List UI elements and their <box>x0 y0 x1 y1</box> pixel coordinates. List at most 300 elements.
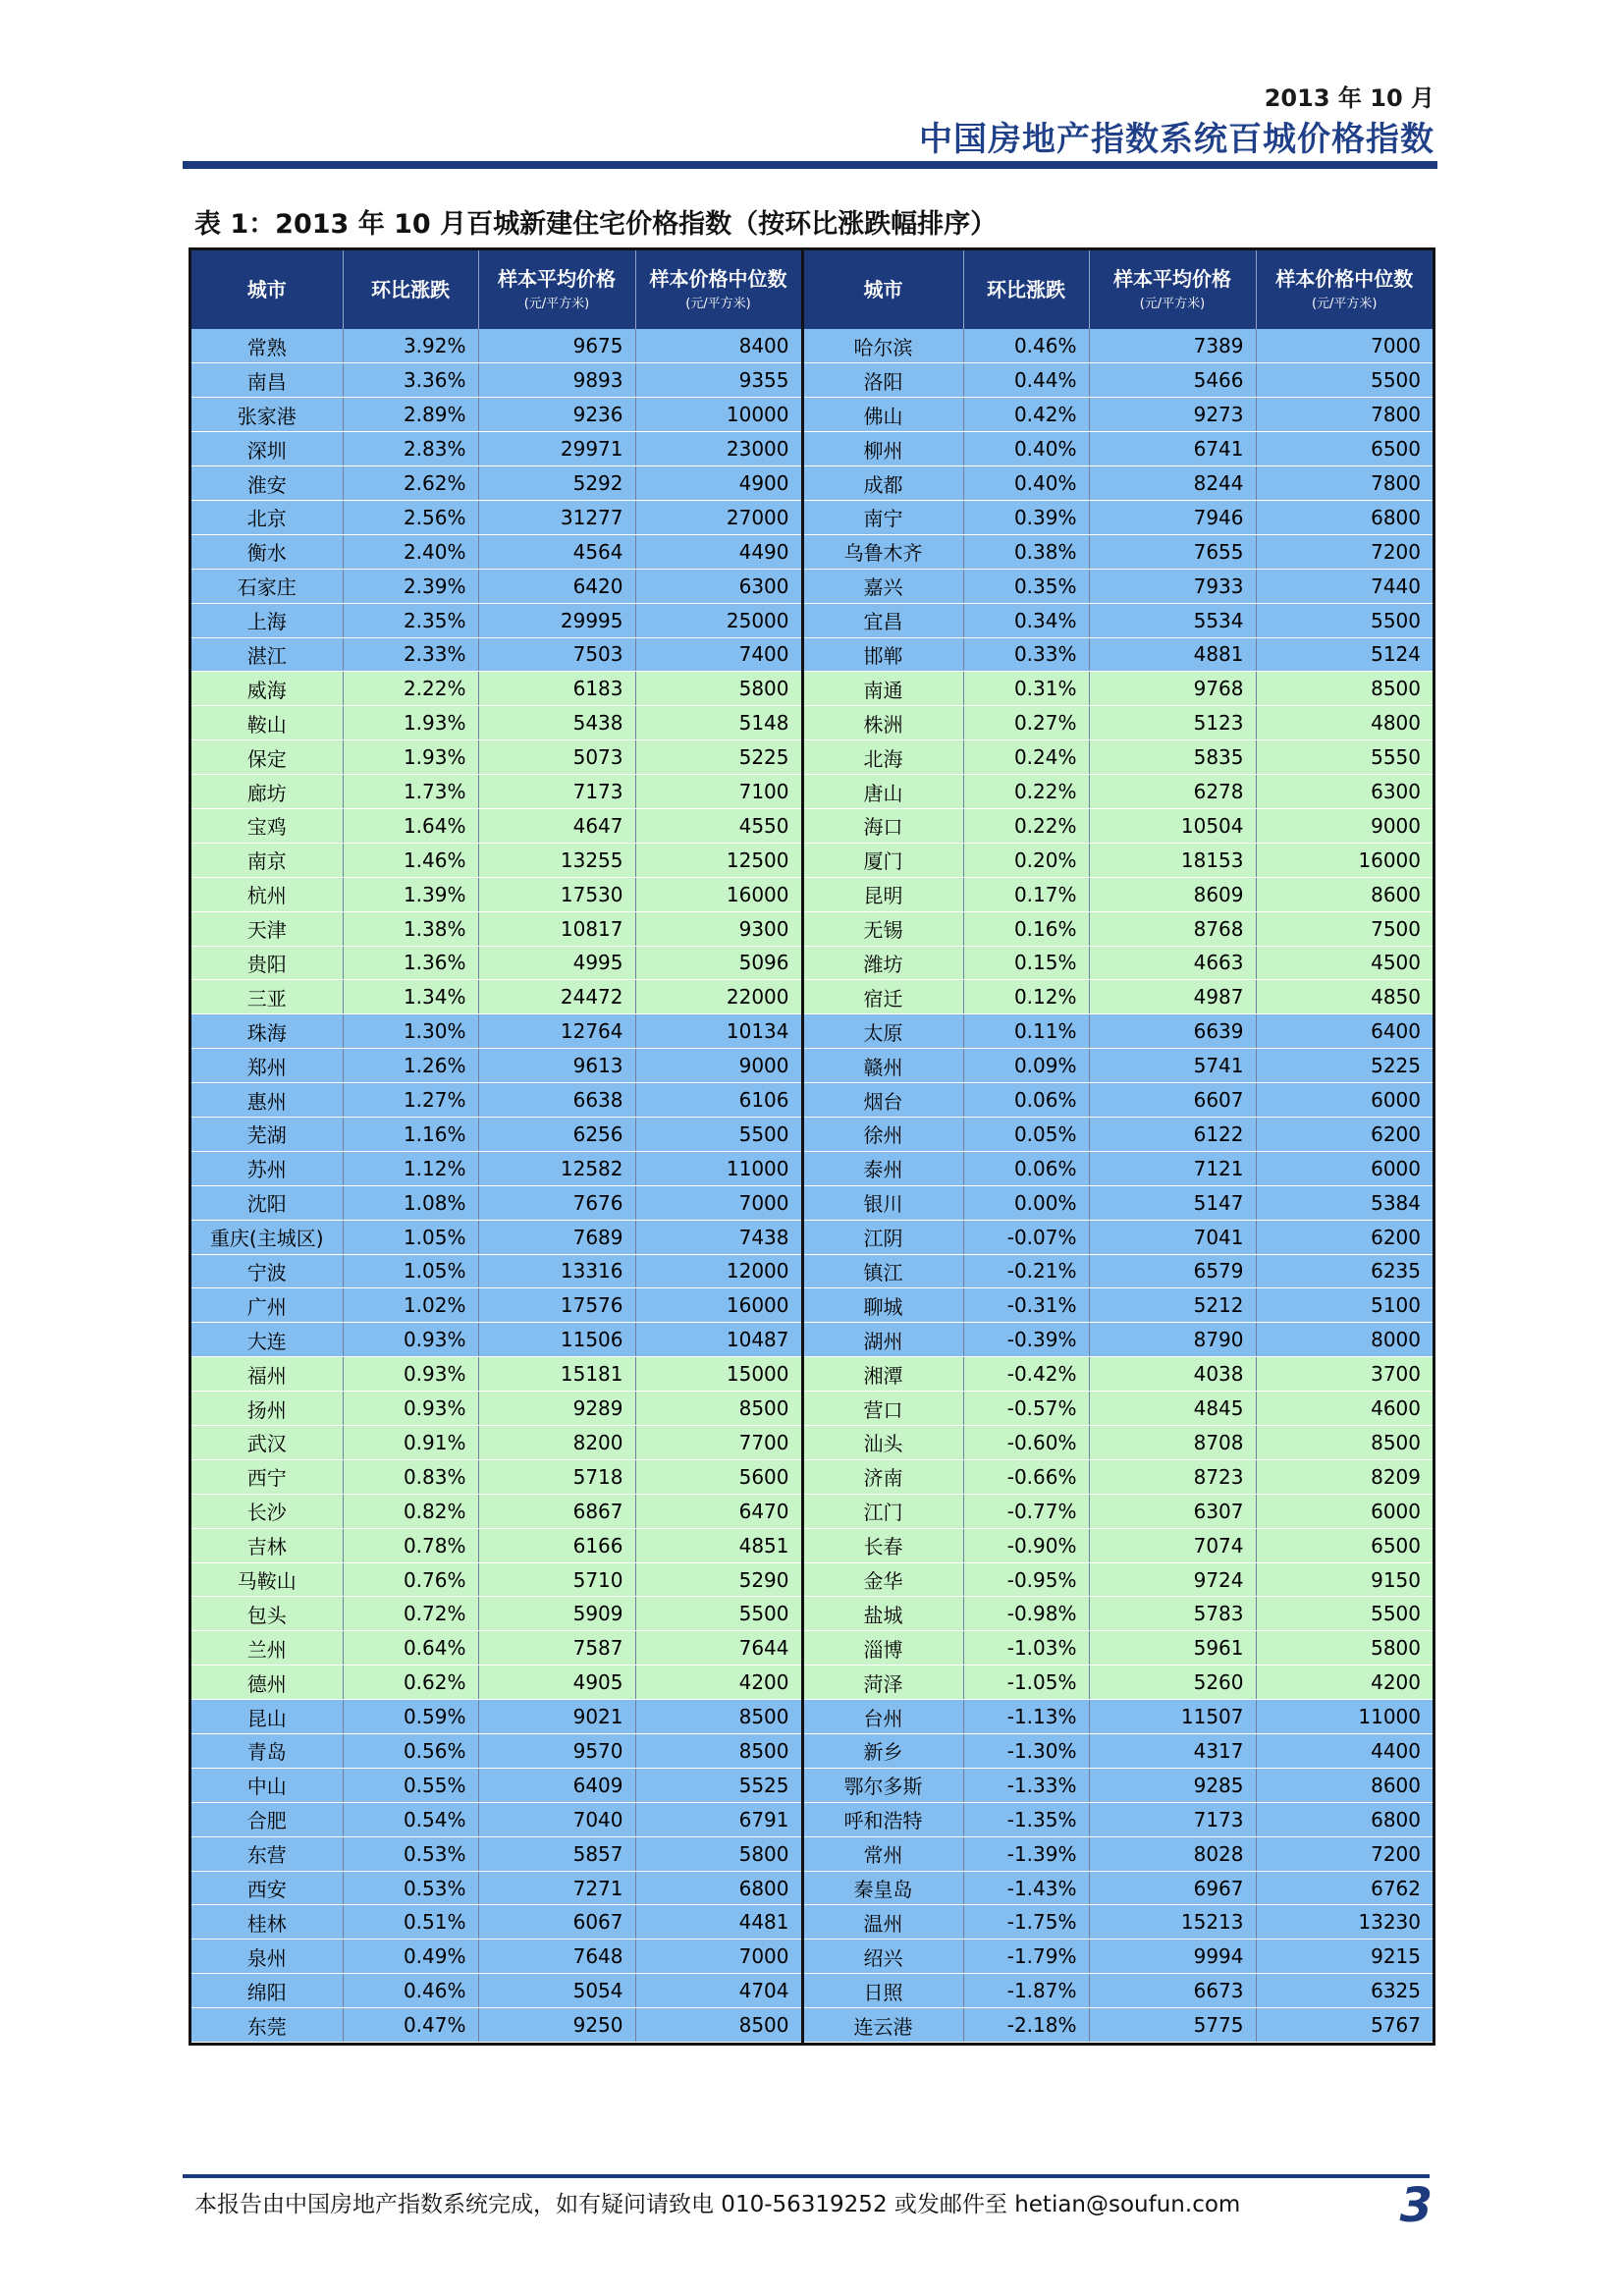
cell-change: -0.90% <box>963 1528 1089 1562</box>
cell-city: 泉州 <box>191 1940 343 1974</box>
cell-city: 赣州 <box>802 1049 963 1083</box>
cell-change: 0.47% <box>343 2008 478 2043</box>
cell-avg-price: 7933 <box>1089 569 1256 603</box>
table-row <box>191 500 1433 534</box>
cell-city: 营口 <box>802 1392 963 1426</box>
cell-median-price: 5767 <box>1256 2008 1433 2043</box>
cell-median-price: 6300 <box>635 569 802 603</box>
cell-median-price: 6235 <box>1256 1254 1433 1288</box>
cell-median-price: 4850 <box>1256 980 1433 1014</box>
cell-avg-price: 9273 <box>1089 398 1256 432</box>
cell-change: 1.05% <box>343 1254 478 1288</box>
cell-median-price: 6470 <box>635 1494 802 1528</box>
cell-median-price: 7440 <box>1256 569 1433 603</box>
cell-change: 0.93% <box>343 1323 478 1357</box>
table-row <box>191 1734 1433 1769</box>
table-row <box>191 1871 1433 1905</box>
cell-change: 0.46% <box>963 329 1089 363</box>
cell-change: 0.76% <box>343 1562 478 1597</box>
table-row <box>191 1836 1433 1871</box>
cell-city: 武汉 <box>191 1426 343 1460</box>
cell-avg-price: 6122 <box>1089 1117 1256 1151</box>
cell-median-price: 16000 <box>635 877 802 911</box>
cell-change: 0.31% <box>963 672 1089 706</box>
cell-avg-price: 5718 <box>478 1459 635 1494</box>
cell-city: 济南 <box>802 1459 963 1494</box>
cell-change: 2.56% <box>343 500 478 534</box>
cell-avg-price: 5073 <box>478 740 635 775</box>
cell-change: 1.93% <box>343 740 478 775</box>
cell-change: -0.77% <box>963 1494 1089 1528</box>
cell-change: -1.05% <box>963 1666 1089 1700</box>
cell-avg-price: 4663 <box>1089 946 1256 980</box>
cell-avg-price: 5212 <box>1089 1288 1256 1323</box>
table-row <box>191 1459 1433 1494</box>
table-row <box>191 706 1433 740</box>
cell-change: 0.22% <box>963 775 1089 809</box>
cell-city: 乌鲁木齐 <box>802 534 963 569</box>
cell-avg-price: 7689 <box>478 1220 635 1254</box>
cell-avg-price: 9021 <box>478 1700 635 1734</box>
table-row <box>191 569 1433 603</box>
cell-change: 1.12% <box>343 1151 478 1185</box>
cell-change: 3.36% <box>343 363 478 398</box>
cell-avg-price: 15181 <box>478 1357 635 1392</box>
cell-avg-price: 5710 <box>478 1562 635 1597</box>
cell-avg-price: 5775 <box>1089 2008 1256 2043</box>
cell-median-price: 16000 <box>1256 843 1433 877</box>
cell-avg-price: 5741 <box>1089 1049 1256 1083</box>
cell-city: 南通 <box>802 672 963 706</box>
cell-city: 潍坊 <box>802 946 963 980</box>
cell-avg-price: 7389 <box>1089 329 1256 363</box>
cell-median-price: 7800 <box>1256 398 1433 432</box>
cell-avg-price: 6409 <box>478 1768 635 1802</box>
cell-city: 连云港 <box>802 2008 963 2043</box>
cell-city: 太原 <box>802 1014 963 1049</box>
cell-median-price: 4800 <box>1256 706 1433 740</box>
cell-city: 扬州 <box>191 1392 343 1426</box>
cell-avg-price: 8028 <box>1089 1836 1256 1871</box>
cell-avg-price: 6278 <box>1089 775 1256 809</box>
table-row <box>191 1117 1433 1151</box>
cell-city: 温州 <box>802 1905 963 1940</box>
cell-median-price: 8500 <box>1256 1426 1433 1460</box>
cell-avg-price: 13316 <box>478 1254 635 1288</box>
col-avg-price: 样本平均价格 (元/平方米) <box>478 250 635 329</box>
cell-city: 鞍山 <box>191 706 343 740</box>
cell-change: -1.43% <box>963 1871 1089 1905</box>
cell-change: 0.49% <box>343 1940 478 1974</box>
cell-avg-price: 6867 <box>478 1494 635 1528</box>
cell-avg-price: 9236 <box>478 398 635 432</box>
cell-city: 湖州 <box>802 1323 963 1357</box>
cell-change: 0.40% <box>963 432 1089 466</box>
table-row <box>191 740 1433 775</box>
cell-city: 昆山 <box>191 1700 343 1734</box>
table-row <box>191 808 1433 843</box>
cell-city: 台州 <box>802 1700 963 1734</box>
cell-median-price: 7500 <box>1256 911 1433 946</box>
cell-avg-price: 7173 <box>478 775 635 809</box>
cell-median-price: 4600 <box>1256 1392 1433 1426</box>
table-row <box>191 1494 1433 1528</box>
table-row <box>191 637 1433 672</box>
cell-median-price: 9000 <box>1256 808 1433 843</box>
cell-avg-price: 6673 <box>1089 1974 1256 2008</box>
cell-avg-price: 6967 <box>1089 1871 1256 1905</box>
cell-change: -0.07% <box>963 1220 1089 1254</box>
cell-city: 淮安 <box>191 466 343 501</box>
cell-median-price: 7644 <box>635 1631 802 1666</box>
cell-change: 1.26% <box>343 1049 478 1083</box>
cell-city: 廊坊 <box>191 775 343 809</box>
table-row <box>191 1802 1433 1836</box>
table-row <box>191 1288 1433 1323</box>
cell-city: 厦门 <box>802 843 963 877</box>
cell-avg-price: 6639 <box>1089 1014 1256 1049</box>
cell-change: -0.39% <box>963 1323 1089 1357</box>
cell-avg-price: 4317 <box>1089 1734 1256 1769</box>
cell-city: 天津 <box>191 911 343 946</box>
cell-change: 0.42% <box>963 398 1089 432</box>
cell-change: -1.03% <box>963 1631 1089 1666</box>
cell-change: 1.30% <box>343 1014 478 1049</box>
cell-median-price: 5124 <box>1256 637 1433 672</box>
cell-median-price: 4550 <box>635 808 802 843</box>
cell-change: -0.57% <box>963 1392 1089 1426</box>
cell-avg-price: 7655 <box>1089 534 1256 569</box>
cell-median-price: 6000 <box>1256 1151 1433 1185</box>
cell-city: 日照 <box>802 1974 963 2008</box>
col-change: 环比涨跌 <box>343 250 478 329</box>
report-title: 中国房地产指数系统百城价格指数 <box>919 120 1434 159</box>
cell-city: 银川 <box>802 1185 963 1220</box>
cell-city: 烟台 <box>802 1083 963 1118</box>
cell-avg-price: 9570 <box>478 1734 635 1769</box>
cell-median-price: 8209 <box>1256 1459 1433 1494</box>
table-row <box>191 946 1433 980</box>
cell-median-price: 9150 <box>1256 1562 1433 1597</box>
cell-city: 聊城 <box>802 1288 963 1323</box>
cell-change: -1.13% <box>963 1700 1089 1734</box>
cell-city: 株洲 <box>802 706 963 740</box>
table-row <box>191 1220 1433 1254</box>
cell-change: 0.11% <box>963 1014 1089 1049</box>
cell-city: 宁波 <box>191 1254 343 1288</box>
cell-median-price: 7438 <box>635 1220 802 1254</box>
cell-median-price: 5100 <box>1256 1288 1433 1323</box>
cell-median-price: 12000 <box>635 1254 802 1288</box>
cell-median-price: 7000 <box>635 1940 802 1974</box>
cell-avg-price: 5835 <box>1089 740 1256 775</box>
cell-city: 菏泽 <box>802 1666 963 1700</box>
cell-change: 0.62% <box>343 1666 478 1700</box>
cell-median-price: 5525 <box>635 1768 802 1802</box>
cell-change: -0.21% <box>963 1254 1089 1288</box>
cell-city: 绍兴 <box>802 1940 963 1974</box>
cell-median-price: 9215 <box>1256 1940 1433 1974</box>
cell-change: 2.33% <box>343 637 478 672</box>
cell-city: 中山 <box>191 1768 343 1802</box>
cell-avg-price: 6256 <box>478 1117 635 1151</box>
report-date: 2013 年 10 月 <box>1264 84 1434 112</box>
cell-city: 哈尔滨 <box>802 329 963 363</box>
cell-avg-price: 29995 <box>478 603 635 637</box>
cell-change: 1.64% <box>343 808 478 843</box>
cell-change: 0.05% <box>963 1117 1089 1151</box>
cell-change: 2.39% <box>343 569 478 603</box>
cell-median-price: 7400 <box>635 637 802 672</box>
table-row <box>191 877 1433 911</box>
cell-change: 3.92% <box>343 329 478 363</box>
cell-median-price: 5225 <box>1256 1049 1433 1083</box>
cell-median-price: 9300 <box>635 911 802 946</box>
cell-change: 0.15% <box>963 946 1089 980</box>
cell-median-price: 5500 <box>1256 603 1433 637</box>
cell-change: -2.18% <box>963 2008 1089 2043</box>
cell-city: 鄂尔多斯 <box>802 1768 963 1802</box>
cell-median-price: 10487 <box>635 1323 802 1357</box>
cell-median-price: 16000 <box>635 1288 802 1323</box>
cell-change: -1.75% <box>963 1905 1089 1940</box>
cell-city: 珠海 <box>191 1014 343 1049</box>
table-row <box>191 1562 1433 1597</box>
cell-avg-price: 7676 <box>478 1185 635 1220</box>
cell-city: 深圳 <box>191 432 343 466</box>
cell-city: 泰州 <box>802 1151 963 1185</box>
cell-city: 西安 <box>191 1871 343 1905</box>
cell-city: 上海 <box>191 603 343 637</box>
footer-contact: 本报告由中国房地产指数系统完成，如有疑问请致电 010-56319252 或发邮件至 hetian@soufun.com <box>194 2192 1241 2217</box>
cell-city: 唐山 <box>802 775 963 809</box>
cell-city: 三亚 <box>191 980 343 1014</box>
cell-change: 0.06% <box>963 1151 1089 1185</box>
cell-city: 南宁 <box>802 500 963 534</box>
cell-change: 0.64% <box>343 1631 478 1666</box>
price-index-table <box>189 247 1435 2046</box>
col-change-right: 环比涨跌 <box>963 250 1089 329</box>
cell-median-price: 8500 <box>635 2008 802 2043</box>
cell-avg-price: 8708 <box>1089 1426 1256 1460</box>
cell-avg-price: 5147 <box>1089 1185 1256 1220</box>
cell-city: 新乡 <box>802 1734 963 1769</box>
col-city-right: 城市 <box>802 250 963 329</box>
cell-city: 东营 <box>191 1836 343 1871</box>
cell-median-price: 4851 <box>635 1528 802 1562</box>
cell-city: 洛阳 <box>802 363 963 398</box>
cell-change: -0.42% <box>963 1357 1089 1392</box>
cell-avg-price: 9675 <box>478 329 635 363</box>
cell-median-price: 6200 <box>1256 1117 1433 1151</box>
table-row <box>191 363 1433 398</box>
cell-city: 合肥 <box>191 1802 343 1836</box>
cell-city: 贵阳 <box>191 946 343 980</box>
cell-city: 呼和浩特 <box>802 1802 963 1836</box>
cell-median-price: 11000 <box>635 1151 802 1185</box>
cell-avg-price: 5438 <box>478 706 635 740</box>
cell-avg-price: 12764 <box>478 1014 635 1049</box>
cell-median-price: 13230 <box>1256 1905 1433 1940</box>
cell-change: -1.79% <box>963 1940 1089 1974</box>
cell-median-price: 6000 <box>1256 1494 1433 1528</box>
cell-city: 江阴 <box>802 1220 963 1254</box>
cell-median-price: 11000 <box>1256 1700 1433 1734</box>
cell-avg-price: 6638 <box>478 1083 635 1118</box>
table-row <box>191 1254 1433 1288</box>
cell-change: 0.00% <box>963 1185 1089 1220</box>
cell-avg-price: 5466 <box>1089 363 1256 398</box>
cell-median-price: 4500 <box>1256 946 1433 980</box>
cell-avg-price: 24472 <box>478 980 635 1014</box>
cell-median-price: 6325 <box>1256 1974 1433 2008</box>
cell-city: 常州 <box>802 1836 963 1871</box>
cell-median-price: 6106 <box>635 1083 802 1118</box>
cell-city: 广州 <box>191 1288 343 1323</box>
cell-change: -0.31% <box>963 1288 1089 1323</box>
table-row <box>191 1357 1433 1392</box>
cell-median-price: 5800 <box>635 1836 802 1871</box>
cell-median-price: 5500 <box>1256 1597 1433 1631</box>
cell-median-price: 4481 <box>635 1905 802 1940</box>
cell-change: 0.72% <box>343 1597 478 1631</box>
cell-city: 宝鸡 <box>191 808 343 843</box>
cell-change: 1.38% <box>343 911 478 946</box>
cell-city: 南昌 <box>191 363 343 398</box>
cell-median-price: 7200 <box>1256 1836 1433 1871</box>
cell-median-price: 8500 <box>635 1700 802 1734</box>
cell-change: -0.60% <box>963 1426 1089 1460</box>
cell-median-price: 6791 <box>635 1802 802 1836</box>
cell-change: 0.27% <box>963 706 1089 740</box>
cell-change: 0.82% <box>343 1494 478 1528</box>
cell-change: 0.38% <box>963 534 1089 569</box>
cell-change: -1.30% <box>963 1734 1089 1769</box>
cell-avg-price: 4881 <box>1089 637 1256 672</box>
cell-avg-price: 6067 <box>478 1905 635 1940</box>
cell-median-price: 6500 <box>1256 432 1433 466</box>
cell-avg-price: 7503 <box>478 637 635 672</box>
cell-city: 金华 <box>802 1562 963 1597</box>
cell-median-price: 7700 <box>635 1426 802 1460</box>
cell-avg-price: 12582 <box>478 1151 635 1185</box>
table-row <box>191 911 1433 946</box>
cell-change: 2.35% <box>343 603 478 637</box>
cell-change: 1.93% <box>343 706 478 740</box>
cell-median-price: 5550 <box>1256 740 1433 775</box>
cell-median-price: 6800 <box>1256 500 1433 534</box>
cell-change: 0.16% <box>963 911 1089 946</box>
cell-median-price: 3700 <box>1256 1357 1433 1392</box>
cell-city: 张家港 <box>191 398 343 432</box>
cell-median-price: 8500 <box>635 1734 802 1769</box>
cell-city: 杭州 <box>191 877 343 911</box>
cell-median-price: 5500 <box>635 1597 802 1631</box>
cell-avg-price: 9285 <box>1089 1768 1256 1802</box>
cell-avg-price: 8244 <box>1089 466 1256 501</box>
cell-change: 0.51% <box>343 1905 478 1940</box>
cell-median-price: 8500 <box>635 1392 802 1426</box>
cell-city: 苏州 <box>191 1151 343 1185</box>
cell-median-price: 12500 <box>635 843 802 877</box>
cell-median-price: 5800 <box>1256 1631 1433 1666</box>
table-row <box>191 1426 1433 1460</box>
cell-change: 2.62% <box>343 466 478 501</box>
cell-city: 海口 <box>802 808 963 843</box>
cell-avg-price: 6166 <box>478 1528 635 1562</box>
cell-city: 长春 <box>802 1528 963 1562</box>
cell-avg-price: 6183 <box>478 672 635 706</box>
cell-city: 包头 <box>191 1597 343 1631</box>
cell-avg-price: 9724 <box>1089 1562 1256 1597</box>
cell-avg-price: 29971 <box>478 432 635 466</box>
cell-city: 秦皇岛 <box>802 1871 963 1905</box>
cell-median-price: 5290 <box>635 1562 802 1597</box>
cell-city: 无锡 <box>802 911 963 946</box>
cell-avg-price: 7040 <box>478 1802 635 1836</box>
page-number: 3 <box>1399 2178 1433 2233</box>
cell-median-price: 5600 <box>635 1459 802 1494</box>
footer-divider <box>183 2174 1430 2178</box>
cell-city: 南京 <box>191 843 343 877</box>
cell-median-price: 5500 <box>635 1117 802 1151</box>
cell-change: 0.24% <box>963 740 1089 775</box>
header-divider <box>183 161 1437 169</box>
cell-city: 佛山 <box>802 398 963 432</box>
cell-change: 0.34% <box>963 603 1089 637</box>
cell-median-price: 10134 <box>635 1014 802 1049</box>
cell-avg-price: 7946 <box>1089 500 1256 534</box>
cell-median-price: 8000 <box>1256 1323 1433 1357</box>
cell-city: 衡水 <box>191 534 343 569</box>
table-row <box>191 398 1433 432</box>
cell-median-price: 9000 <box>635 1049 802 1083</box>
cell-avg-price: 6741 <box>1089 432 1256 466</box>
table-row <box>191 1666 1433 1700</box>
cell-city: 西宁 <box>191 1459 343 1494</box>
cell-median-price: 6400 <box>1256 1014 1433 1049</box>
table-row <box>191 1528 1433 1562</box>
cell-city: 青岛 <box>191 1734 343 1769</box>
cell-avg-price: 5123 <box>1089 706 1256 740</box>
cell-change: -0.66% <box>963 1459 1089 1494</box>
cell-city: 桂林 <box>191 1905 343 1940</box>
cell-city: 湘潭 <box>802 1357 963 1392</box>
cell-median-price: 5500 <box>1256 363 1433 398</box>
cell-change: 0.55% <box>343 1768 478 1802</box>
cell-avg-price: 7173 <box>1089 1802 1256 1836</box>
table-row <box>191 1597 1433 1631</box>
col-city: 城市 <box>191 250 343 329</box>
cell-median-price: 23000 <box>635 432 802 466</box>
cell-change: 0.46% <box>343 1974 478 2008</box>
table-row <box>191 1049 1433 1083</box>
cell-avg-price: 17576 <box>478 1288 635 1323</box>
cell-avg-price: 9613 <box>478 1049 635 1083</box>
cell-avg-price: 7271 <box>478 1871 635 1905</box>
cell-change: 0.12% <box>963 980 1089 1014</box>
table-row <box>191 603 1433 637</box>
cell-avg-price: 4995 <box>478 946 635 980</box>
cell-change: 0.59% <box>343 1700 478 1734</box>
cell-median-price: 9355 <box>635 363 802 398</box>
cell-city: 北海 <box>802 740 963 775</box>
cell-avg-price: 5857 <box>478 1836 635 1871</box>
cell-city: 马鞍山 <box>191 1562 343 1597</box>
cell-city: 德州 <box>191 1666 343 1700</box>
cell-city: 吉林 <box>191 1528 343 1562</box>
cell-median-price: 6500 <box>1256 1528 1433 1562</box>
